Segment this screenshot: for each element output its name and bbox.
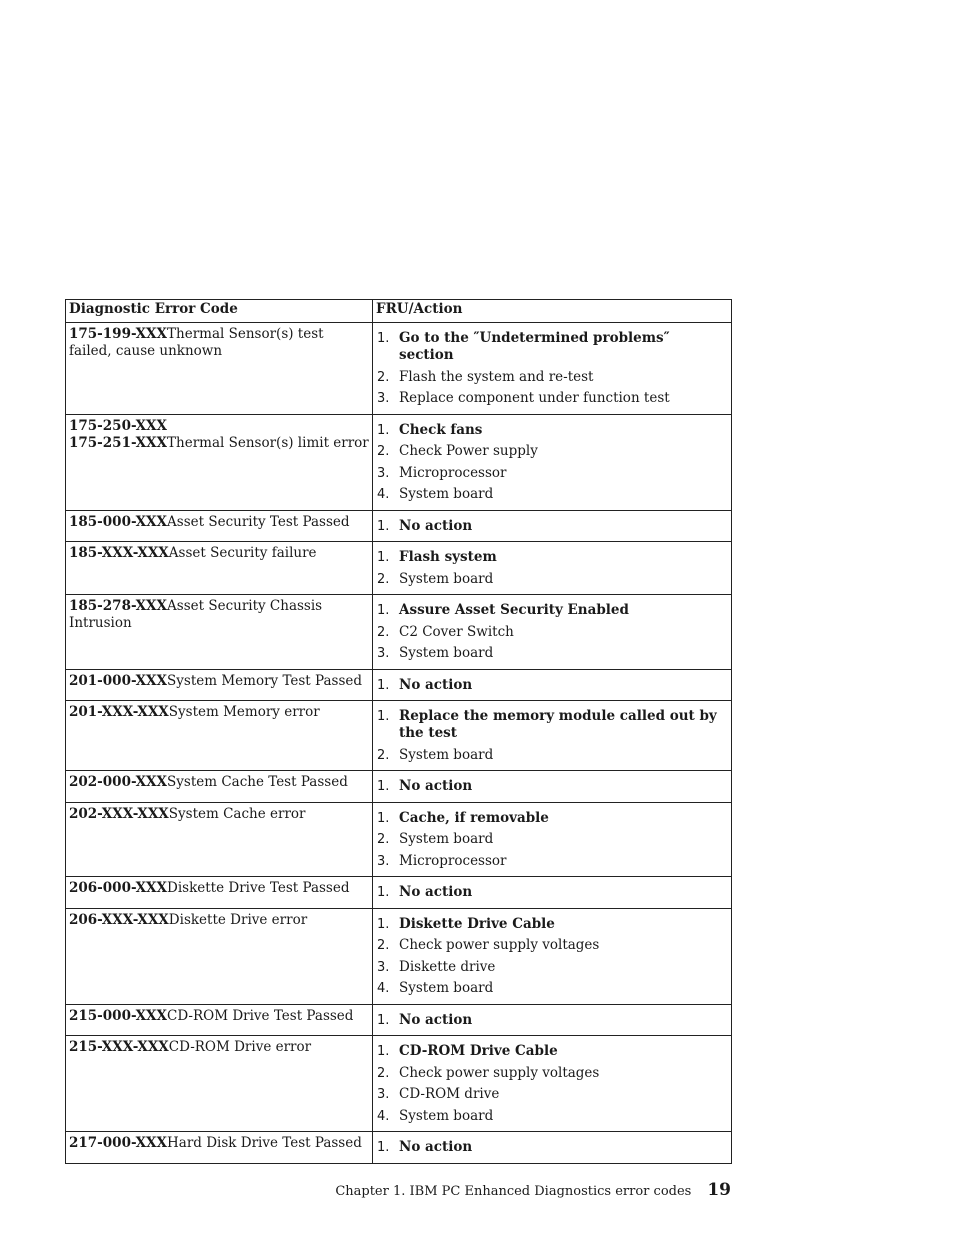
error-code-line <box>69 673 369 690</box>
table-row <box>66 701 732 771</box>
error-code-cell <box>66 1132 373 1164</box>
step-text: No action <box>399 1139 473 1155</box>
action-steps-list <box>377 518 727 535</box>
error-code-description: CD-ROM Drive error <box>168 1039 312 1055</box>
error-code-line <box>69 514 369 531</box>
action-step <box>377 884 727 901</box>
step-text: System board <box>399 645 494 661</box>
step-number: 3. <box>377 391 390 406</box>
diagnostic-error-table <box>65 299 732 1164</box>
fru-action-cell <box>373 1004 732 1036</box>
error-code-line <box>69 774 369 791</box>
table-row <box>66 1004 732 1036</box>
table-row <box>66 1036 732 1132</box>
action-step <box>377 937 727 954</box>
fru-action-cell <box>373 771 732 803</box>
step-text: Check Power supply <box>399 443 538 459</box>
error-code-line <box>69 1008 369 1025</box>
step-number: 1. <box>377 709 390 724</box>
step-text: No action <box>399 778 473 794</box>
error-code-line <box>69 545 369 562</box>
error-code-line <box>69 326 369 360</box>
fru-action-cell <box>373 701 732 771</box>
error-code-cell <box>66 1036 373 1132</box>
error-code-description: System Cache Test Passed <box>167 774 348 790</box>
step-number: 3. <box>377 646 390 661</box>
action-step <box>377 602 727 619</box>
table-row <box>66 877 732 909</box>
error-code-id: 215-000-XXX <box>69 1007 168 1024</box>
action-step <box>377 810 727 827</box>
action-step <box>377 645 727 662</box>
step-number: 1. <box>377 916 390 932</box>
error-code-id: 175-199-XXX <box>69 326 168 342</box>
error-code-id: 201-000-XXX <box>69 672 168 689</box>
step-text: C2 Cover Switch <box>399 623 514 640</box>
action-step <box>377 422 727 439</box>
step-text: No action <box>399 517 473 534</box>
step-number: 1. <box>377 1044 390 1059</box>
step-text: Flash the system and re-test <box>399 368 594 385</box>
step-number: 2. <box>377 571 390 587</box>
table-row <box>66 414 732 510</box>
fru-action-cell <box>373 908 732 1004</box>
step-number: 2. <box>377 938 390 953</box>
step-text: Check power supply voltages <box>399 937 600 953</box>
step-text: Check power supply voltages <box>399 1064 600 1081</box>
step-number: 1. <box>377 331 390 346</box>
table-row <box>66 1132 732 1164</box>
error-code-line <box>69 806 369 823</box>
step-number: 1. <box>377 810 390 826</box>
error-code-description: Thermal Sensor(s) limit error <box>167 434 369 451</box>
action-step <box>377 465 727 482</box>
action-step <box>377 677 727 694</box>
error-code-id: 185-000-XXX <box>69 513 168 530</box>
step-number: 2. <box>377 747 390 763</box>
table-row <box>66 802 732 877</box>
step-number: 1. <box>377 677 390 693</box>
step-text: System board <box>399 1107 494 1124</box>
action-step <box>377 747 727 764</box>
error-code-description: System Cache error <box>168 805 306 822</box>
error-code-description: Asset Security Test Passed <box>167 513 350 530</box>
action-steps-list <box>377 1139 727 1156</box>
step-number: 4. <box>377 487 390 502</box>
step-text: Assure Asset Security Enabled <box>399 602 629 618</box>
step-text: System board <box>399 746 494 763</box>
step-number: 1. <box>377 779 390 794</box>
action-step <box>377 1043 727 1060</box>
step-number: 1. <box>377 518 390 534</box>
error-code-line <box>69 704 369 721</box>
action-step <box>377 1086 727 1103</box>
error-code-cell <box>66 595 373 670</box>
action-step <box>377 959 727 976</box>
error-code-description: System Memory error <box>168 704 320 720</box>
error-code-cell <box>66 771 373 803</box>
fru-action-cell <box>373 510 732 542</box>
step-text: Diskette Drive Cable <box>399 915 555 932</box>
step-text: CD-ROM drive <box>399 1086 500 1102</box>
step-text: No action <box>399 884 473 900</box>
step-text: Replace the memory module called out by the test <box>399 708 717 741</box>
step-number: 4. <box>377 1108 390 1124</box>
header-fru-action: FRU/Action <box>373 300 732 323</box>
fru-action-cell <box>373 414 732 510</box>
step-text: System board <box>399 831 494 847</box>
table-body <box>66 323 732 1164</box>
action-steps-list <box>377 549 727 588</box>
table-row <box>66 771 732 803</box>
error-code-description: Hard Disk Drive Test Passed <box>167 1135 362 1151</box>
fru-action-cell <box>373 1036 732 1132</box>
step-number: 3. <box>377 853 390 869</box>
action-step <box>377 1012 727 1029</box>
error-code-cell <box>66 1004 373 1036</box>
page-number: 19 <box>707 1180 731 1200</box>
step-text: Microprocessor <box>399 852 507 869</box>
fru-action-cell <box>373 669 732 701</box>
error-code-description: Asset Security Chassis Intrusion <box>69 598 323 631</box>
error-code-line <box>69 418 369 435</box>
action-steps-list <box>377 1012 727 1029</box>
error-code-cell <box>66 542 373 595</box>
action-steps-list <box>377 1043 727 1125</box>
fru-action-cell <box>373 877 732 909</box>
action-steps-list <box>377 602 727 662</box>
step-number: 2. <box>377 369 390 385</box>
step-number: 3. <box>377 465 390 481</box>
step-text: System board <box>399 486 494 502</box>
fru-action-cell <box>373 542 732 595</box>
error-code-id: 175-251-XXX <box>69 434 168 451</box>
error-code-cell <box>66 877 373 909</box>
step-number: 1. <box>377 1140 390 1155</box>
table-row <box>66 595 732 670</box>
error-code-id: 206-XXX-XXX <box>69 911 169 928</box>
fru-action-cell <box>373 802 732 877</box>
action-step <box>377 708 727 742</box>
table-row <box>66 669 732 701</box>
table-row <box>66 908 732 1004</box>
step-number: 1. <box>377 603 390 618</box>
error-code-cell <box>66 323 373 415</box>
error-code-line <box>69 1039 369 1056</box>
step-number: 2. <box>377 624 390 640</box>
action-step <box>377 831 727 848</box>
error-code-description: Diskette Drive Test Passed <box>167 880 350 896</box>
action-step <box>377 1139 727 1156</box>
error-code-cell <box>66 669 373 701</box>
error-code-line <box>69 912 369 929</box>
fru-action-cell <box>373 323 732 415</box>
action-step <box>377 980 727 997</box>
step-number: 4. <box>377 981 390 996</box>
action-steps-list <box>377 422 727 504</box>
action-steps-list <box>377 884 727 901</box>
header-diagnostic-error-code: Diagnostic Error Code <box>66 300 373 323</box>
step-number: 1. <box>377 1012 390 1028</box>
error-code-id: 206-000-XXX <box>69 880 168 896</box>
error-code-description: Diskette Drive error <box>168 911 308 928</box>
step-text: Replace component under function test <box>399 390 670 406</box>
action-step <box>377 390 727 407</box>
error-code-id: 185-XXX-XXX <box>69 545 169 561</box>
action-steps-list <box>377 778 727 795</box>
action-step <box>377 330 727 364</box>
error-code-line <box>69 435 369 452</box>
error-code-cell <box>66 414 373 510</box>
action-steps-list <box>377 677 727 694</box>
error-code-cell <box>66 802 373 877</box>
table-header <box>66 300 732 323</box>
step-text: No action <box>399 676 473 693</box>
step-number: 1. <box>377 550 390 565</box>
action-step <box>377 369 727 386</box>
action-step <box>377 486 727 503</box>
chapter-title: Chapter 1. IBM PC Enhanced Diagnostics error codes <box>335 1184 692 1199</box>
action-steps-list <box>377 330 727 407</box>
page-footer <box>335 1180 731 1200</box>
step-number: 2. <box>377 444 390 459</box>
step-number: 1. <box>377 885 390 900</box>
action-steps-list <box>377 708 727 764</box>
error-code-description: CD-ROM Drive Test Passed <box>167 1007 354 1024</box>
action-step <box>377 624 727 641</box>
step-number: 2. <box>377 1065 390 1081</box>
action-steps-list <box>377 810 727 870</box>
error-code-id: 217-000-XXX <box>69 1135 168 1151</box>
fru-action-cell <box>373 595 732 670</box>
step-number: 1. <box>377 422 390 438</box>
table-row <box>66 323 732 415</box>
action-step <box>377 1065 727 1082</box>
action-step <box>377 571 727 588</box>
error-code-cell <box>66 701 373 771</box>
error-code-id: 201-XXX-XXX <box>69 704 169 720</box>
action-step <box>377 778 727 795</box>
error-code-line <box>69 598 369 632</box>
step-text: CD-ROM Drive Cable <box>399 1043 558 1059</box>
step-number: 3. <box>377 1087 390 1102</box>
error-code-id: 175-250-XXX <box>69 417 168 434</box>
action-step <box>377 1108 727 1125</box>
header-row <box>66 300 732 323</box>
step-text: Flash system <box>399 549 497 565</box>
fru-action-cell <box>373 1132 732 1164</box>
error-code-id: 202-000-XXX <box>69 774 168 790</box>
step-number: 2. <box>377 832 390 847</box>
step-text: Cache, if removable <box>399 809 549 826</box>
action-steps-list <box>377 916 727 998</box>
step-number: 3. <box>377 959 390 975</box>
step-text: Microprocessor <box>399 464 507 481</box>
action-step <box>377 443 727 460</box>
step-text: Check fans <box>399 421 483 438</box>
step-text: System board <box>399 980 494 996</box>
error-code-line <box>69 880 369 897</box>
action-step <box>377 916 727 933</box>
step-text: Go to the ″Undetermined problems″ section <box>399 330 670 363</box>
step-text: No action <box>399 1011 473 1028</box>
error-code-cell <box>66 908 373 1004</box>
error-code-description: Thermal Sensor(s) test failed, cause unknown <box>69 326 324 359</box>
action-step <box>377 853 727 870</box>
error-code-description: Asset Security failure <box>168 545 317 561</box>
table-row <box>66 542 732 595</box>
step-text: Diskette drive <box>399 958 496 975</box>
error-code-cell <box>66 510 373 542</box>
error-code-id: 215-XXX-XXX <box>69 1039 169 1055</box>
action-step <box>377 549 727 566</box>
step-text: System board <box>399 570 494 587</box>
error-code-id: 185-278-XXX <box>69 598 168 614</box>
action-step <box>377 518 727 535</box>
table-row <box>66 510 732 542</box>
error-code-description: System Memory Test Passed <box>167 672 363 689</box>
error-code-id: 202-XXX-XXX <box>69 805 169 822</box>
error-code-line <box>69 1135 369 1152</box>
